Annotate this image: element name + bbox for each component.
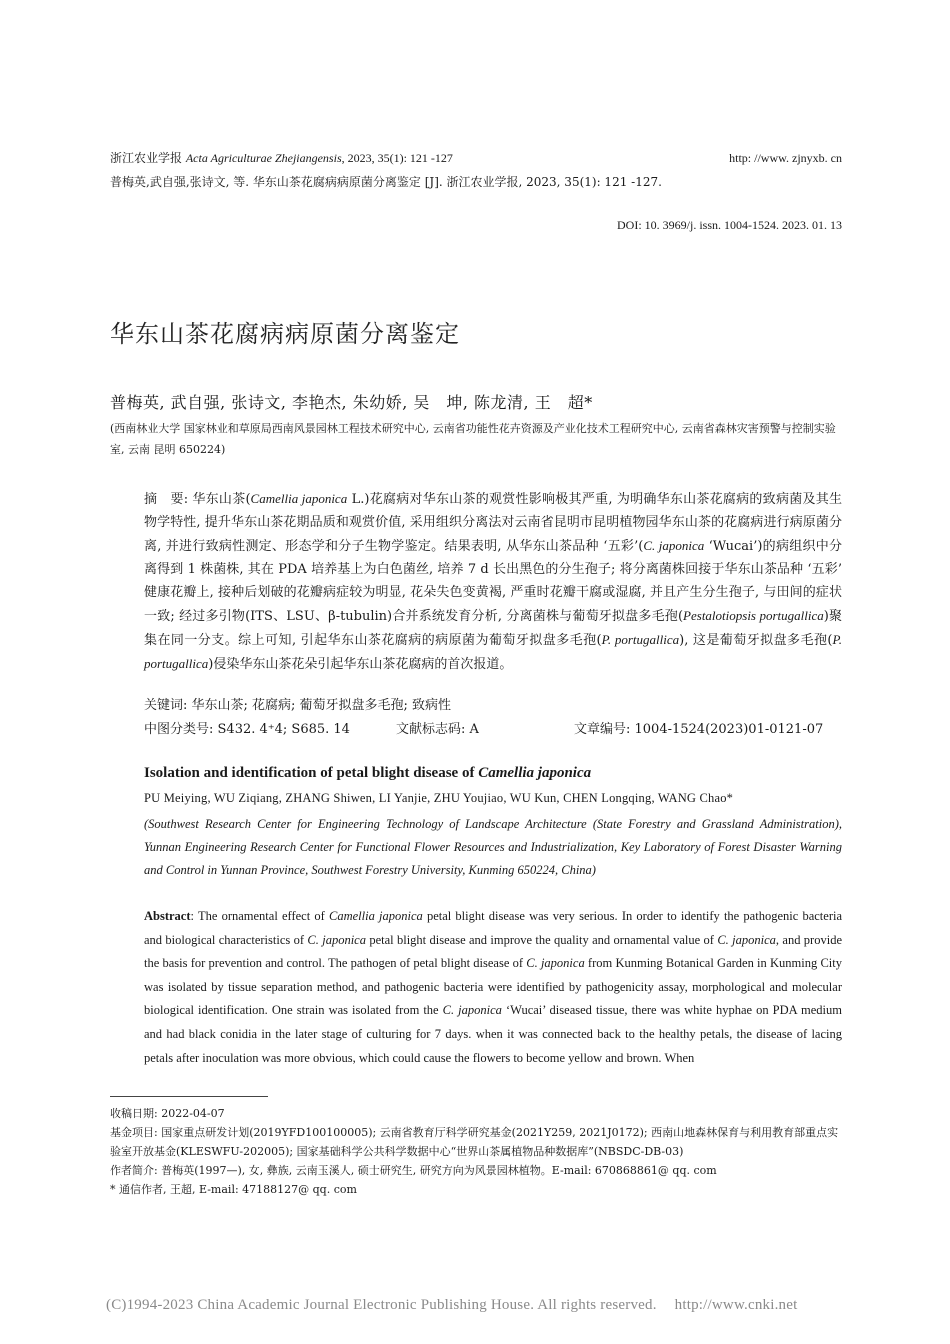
copyright-text: (C)1994-2023 China Academic Journal Electronic Publishing House. All rights reserved.	[106, 1297, 657, 1313]
journal-name-en: Acta Agriculturae Zhejiangensis	[185, 151, 342, 165]
latin-name: C. japonica	[442, 1003, 502, 1018]
journal-name-cn: 浙江农业学报	[110, 151, 183, 165]
abstract-cn	[144, 487, 842, 676]
cnki-link[interactable]: http://www.cnki.net	[674, 1297, 798, 1313]
author-bio: 作者简介: 普梅英(1997—), 女, 彝族, 云南玉溪人, 硕士研究生, 研究方向为风景园林植物。E-mail: 670868861@ qq. com	[110, 1164, 717, 1177]
keywords-cn: 关键词: 华东山茶; 花腐病; 葡萄牙拟盘多毛孢; 致病性	[144, 698, 452, 713]
latin-name: Camellia japonica	[250, 491, 348, 506]
doi[interactable]: DOI: 10. 3969/j. issn. 1004-1524. 2023. 01. 13	[617, 218, 842, 232]
citation-line: 普梅英,武自强,张诗文, 等. 华东山茶花腐病病原菌分离鉴定 [J]. 浙江农业学报, 2023, 35(1): 121 -127.	[110, 175, 662, 189]
abstract-cn-text: ‘Wucai’)的病组织中分离得到 1 株菌株, 其在 PDA 培养基上为白色菌丝, 培养 7 d 长出黑色的分生孢子; 将分离菌株回接于华东山茶品种 ‘五彩’ 健康花瓣上, 接种后划破的花瓣病症较为明显, 花朵失色变黄褐, 严重时花瓣干腐或湿腐, 并且产生分生孢子, 与田间的症状一致; 经过多引物(ITS、LSU、β-tubulin)合并系统发育分析, 分离菌株与葡萄牙拟盘多毛孢(	[144, 539, 843, 624]
abstract-en-text: ‘Wucai’ diseased tissue, there was white hyphae on PDA medium and had black conidia in the later stage of culturing for 7 days. when it was connected back to the healthy petals, the disease of lacing petals after inoculation was more obvious, which could cause the flowers to become yellow and brown. When	[144, 1003, 842, 1065]
abstract-cn-label: 摘 要:	[144, 492, 189, 507]
abstract-cn-text: L.)花腐病对华东山茶的观赏性影响极其严重, 为明确华东山茶花腐病的致病菌及其生物学特性, 提升华东山茶花期品质和观赏价值, 采用组织分离法对云南省昆明市昆明植物园华东山茶的花腐病进行病原菌分离, 并进行致病性测定、形态学和分子生物学鉴定。结果表明, 从华东山茶品种 ‘五彩’(	[144, 492, 842, 554]
abstract-en-text: from Kunming Botanical Garden in Kunming City was isolated by tissue separation method, and pathogenic bacteria were identified by pathogenicity assay, morphological and molecular biological identification. One strain was isolated from the	[144, 956, 842, 1018]
abstract-cn-text: )侵染华东山茶花朵引起华东山茶花腐病的首次报道。	[208, 657, 513, 672]
latin-name: Pestalotiopsis portugallica	[683, 608, 824, 623]
abstract-en-text: , and provide the basis for prevention and control. The pathogen of petal blight disease of	[144, 932, 842, 971]
footnotes	[110, 1104, 845, 1199]
document-code: 文献标志码: A	[396, 722, 479, 737]
latin-name: C. japonica	[307, 932, 366, 947]
abstract-cn-text: )聚集在同一分支。综上可知, 引起华东山茶花腐病的病原菌为葡萄牙拟盘多毛孢(	[144, 609, 843, 648]
title-en-latin: Camellia japonica	[478, 765, 592, 781]
title-en-text: Isolation and identification of petal blight disease of	[144, 765, 479, 781]
journal-website[interactable]: http: //www. zjnyxb. cn	[729, 151, 842, 165]
funding-info: 基金项目: 国家重点研发计划(2019YFD100100005); 云南省教育厅科学研究基金(2021Y259, 2021J0172); 西南山地森林保育与利用教育部重点实验室开放基金(KLESWFU-202005); 国家基础科学公共科学数据中心“世界山茶属植物品种数据库”(NBSDC-DB-03)	[110, 1126, 839, 1158]
latin-name: P. portugallica	[601, 632, 680, 647]
received-date: 收稿日期: 2022-04-07	[110, 1107, 225, 1120]
article-number: 文章编号: 1004-1524(2023)01-0121-07	[574, 722, 824, 737]
affiliation-cn: (西南林业大学 国家林业和草原局西南风景园林工程技术研究中心, 云南省功能性花卉资源及产业化技术工程研究中心, 云南省森林灾害预警与控制实验室, 云南 昆明 650224)	[110, 422, 836, 456]
abstract-en-text: petal blight disease and improve the quality and ornamental value of	[365, 932, 718, 947]
abstract-en	[144, 905, 842, 1070]
abstract-en-label: Abstract	[144, 909, 191, 923]
corresponding-author: * 通信作者, 王超, E-mail: 47188127@ qq. com	[110, 1183, 357, 1196]
abstract-en-text: : The ornamental effect of	[190, 909, 329, 923]
copyright-notice	[106, 1297, 797, 1314]
clc-number: 中图分类号: S432. 4⁺4; S685. 14	[144, 722, 350, 737]
latin-name: Camellia japonica	[329, 909, 423, 923]
affiliation-en: (Southwest Research Center for Engineering Technology of Landscape Architecture (State Forestry and Grassland Administration), Yunnan Engineering Research Center for Functional Flower Resources and Industrialization, Key Laboratory of Forest Disaster Warning and Control in Yunnan Province, Southwest Forestry University, Kunming 650224, China)	[144, 817, 842, 877]
journal-issue: , 2023, 35(1): 121 -127	[341, 151, 453, 165]
title-en	[144, 765, 591, 782]
latin-name: P. portugallica	[144, 632, 842, 671]
footnote-divider	[110, 1096, 268, 1097]
abstract-en-text: petal blight disease was very serious. In order to identify the pathogenic bacteria and biological characteristics of	[144, 909, 842, 947]
latin-name: C. japonica	[526, 956, 585, 971]
authors-en: PU Meiying, WU Ziqiang, ZHANG Shiwen, LI Yanjie, ZHU Youjiao, WU Kun, CHEN Longqing, WANG Chao*	[144, 791, 734, 805]
abstract-cn-text: ), 这是葡萄牙拟盘多毛孢(	[679, 633, 833, 648]
journal-header	[110, 150, 453, 166]
latin-name: C. japonica	[717, 932, 776, 947]
latin-name: C. japonica	[643, 538, 705, 553]
authors-cn: 普梅英, 武自强, 张诗文, 李艳杰, 朱幼娇, 吴 坤, 陈龙清, 王 超*	[110, 393, 593, 412]
page-title: 华东山茶花腐病病原菌分离鉴定	[110, 320, 460, 348]
abstract-cn-text: 华东山茶(	[192, 492, 251, 507]
